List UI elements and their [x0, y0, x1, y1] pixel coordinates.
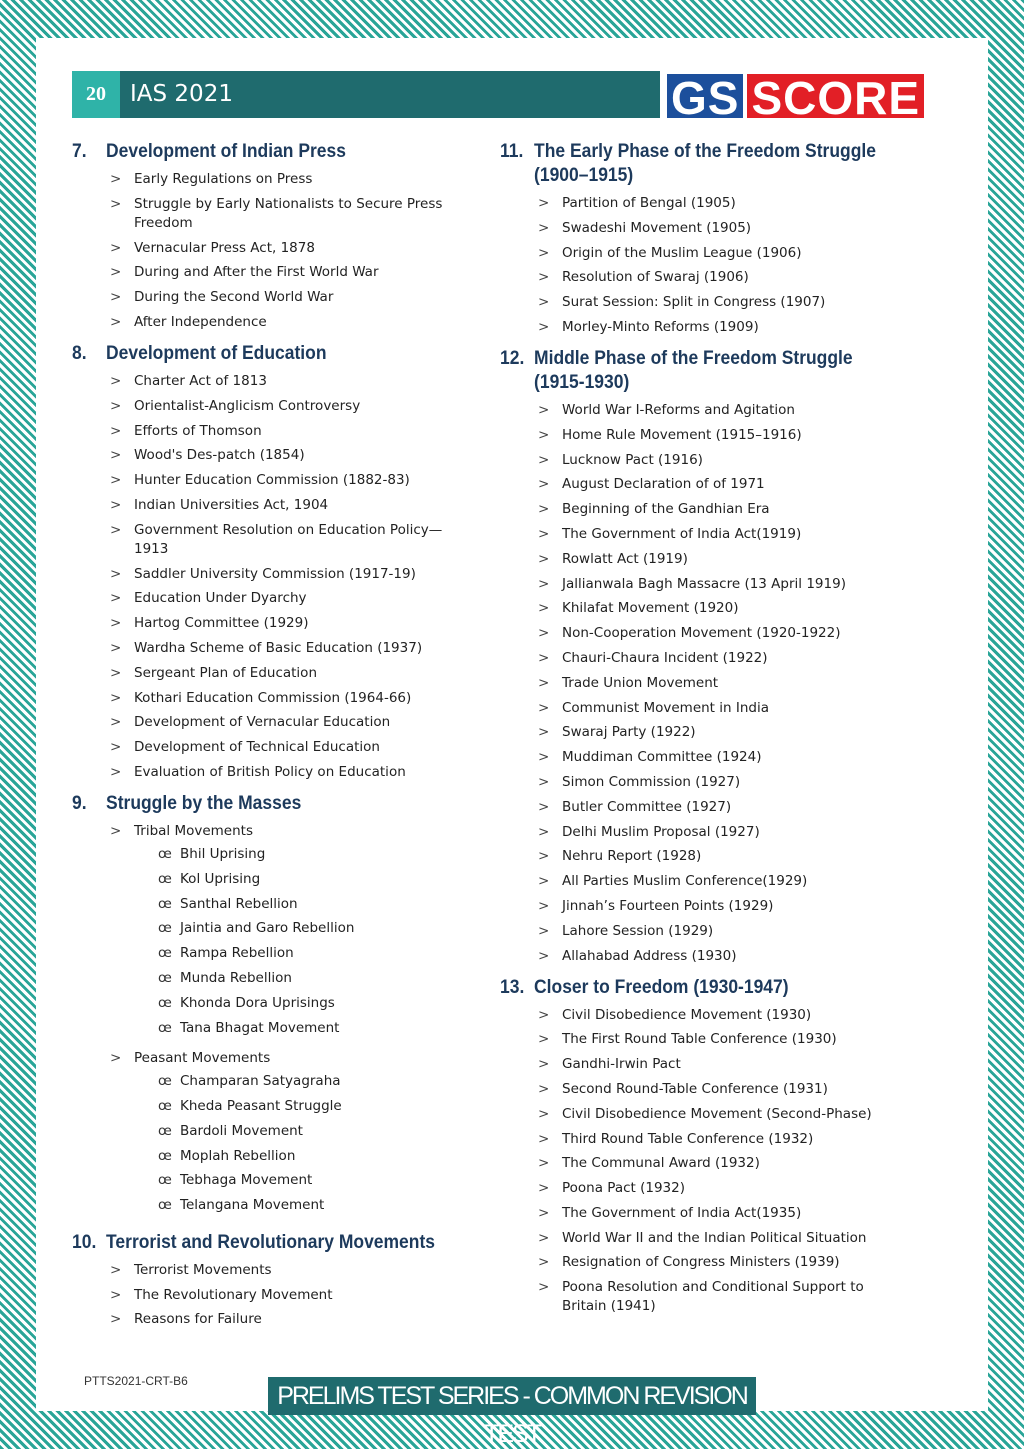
topic-item: [538, 318, 910, 337]
topic-text: Development of Vernacular Education: [134, 714, 391, 731]
chevron-bullet-icon: >: [110, 1311, 122, 1328]
topic-text: Third Round Table Conference (1932): [562, 1130, 814, 1147]
chevron-bullet-icon: >: [538, 451, 550, 468]
topic-item: [538, 1229, 910, 1248]
subtopic-text: Khonda Dora Uprisings: [180, 994, 335, 1011]
chevron-bullet-icon: >: [110, 171, 122, 187]
chevron-bullet-icon: >: [538, 575, 550, 592]
topic-text: Development of Technical Education: [134, 739, 380, 756]
section-heading: [500, 140, 877, 188]
topic-item: [538, 1006, 910, 1025]
topic-item: [538, 1130, 910, 1149]
topic-text: During and After the First World War: [134, 264, 379, 281]
topic-item: [538, 525, 910, 544]
subtopic-text: Bardoli Movement: [180, 1122, 303, 1139]
chevron-bullet-icon: >: [110, 1050, 122, 1067]
topic-text: Sergeant Plan of Education: [134, 664, 318, 681]
topic-item: [538, 401, 910, 420]
topic-item: [110, 664, 472, 683]
chevron-bullet-icon: >: [110, 397, 122, 414]
topic-list: [72, 822, 472, 1221]
chevron-bullet-icon: >: [110, 313, 122, 330]
chevron-bullet-icon: >: [538, 823, 550, 840]
subtopic-item: [158, 845, 472, 864]
section-8: [72, 342, 472, 782]
topic-text: All Parties Muslim Conference(1929): [562, 873, 808, 890]
topic-item: [110, 239, 472, 258]
topic-text: Lucknow Pact (1916): [562, 451, 703, 468]
topic-text: Charter Act of 1813: [134, 372, 267, 389]
topic-text: Muddiman Committee (1924): [562, 749, 762, 766]
topic-text: Nehru Report (1928): [562, 848, 702, 865]
section-number: 11.: [500, 141, 524, 162]
section-9: [72, 792, 472, 1221]
subtopic-item: [158, 1097, 472, 1116]
chevron-bullet-icon: >: [538, 1155, 550, 1172]
chevron-bullet-icon: >: [110, 664, 122, 681]
topic-text: Education Under Dyarchy: [134, 590, 307, 607]
topic-list: [500, 401, 910, 966]
subtopic-item: [158, 1122, 472, 1141]
topic-item: [538, 1179, 910, 1198]
chevron-bullet-icon: >: [538, 600, 550, 617]
topic-text: Beginning of the Gandhian Era: [562, 501, 770, 518]
topic-text: Chauri-Chaura Incident (1922): [562, 649, 768, 666]
topic-text: Butler Committee (1927): [562, 798, 732, 815]
topic-text: Second Round-Table Conference (1931): [562, 1080, 828, 1097]
topic-item: [538, 897, 910, 916]
subtopic-text: Jaintia and Garo Rebellion: [180, 920, 355, 937]
subtopic-list: [134, 845, 472, 1038]
section-heading: [72, 1231, 440, 1255]
topic-item: [538, 947, 910, 966]
chevron-bullet-icon: >: [110, 615, 122, 632]
oe-bullet-icon: œ: [158, 920, 172, 937]
topic-item: [110, 1049, 472, 1221]
chevron-bullet-icon: >: [110, 521, 122, 538]
topic-text: Communist Movement in India: [562, 699, 769, 716]
topic-text: Resolution of Swaraj (1906): [562, 269, 749, 286]
section-title: Closer to Freedom (1930-1947): [534, 976, 789, 998]
topic-text: Simon Commission (1927): [562, 773, 741, 790]
subtopic-text: Kheda Peasant Struggle: [180, 1097, 342, 1114]
chevron-bullet-icon: >: [538, 724, 550, 741]
topic-text: Surat Session: Split in Congress (1907): [562, 294, 826, 311]
topic-item: [110, 738, 472, 757]
topic-text: Hartog Committee (1929): [134, 615, 309, 632]
topic-text: Tribal Movements: [134, 822, 253, 839]
oe-bullet-icon: œ: [158, 1097, 172, 1114]
topic-item: [538, 1055, 910, 1074]
chevron-bullet-icon: >: [110, 739, 122, 756]
topic-text: The Government of India Act(1935): [562, 1204, 802, 1221]
topic-item: [538, 244, 910, 263]
topic-item: [538, 500, 910, 519]
section-title: The Early Phase of the Freedom Struggle (1900–1915): [534, 141, 876, 186]
chevron-bullet-icon: >: [538, 773, 550, 790]
subtopic-text: Telangana Movement: [180, 1197, 325, 1214]
logo-gs-text: GS: [665, 72, 745, 120]
topic-text: Swadeshi Movement (1905): [562, 219, 752, 236]
topic-item: [110, 614, 472, 633]
topic-item: [110, 422, 472, 441]
topic-item: [538, 268, 910, 287]
oe-bullet-icon: œ: [158, 1019, 172, 1036]
topic-item: [110, 1286, 472, 1305]
topic-text: Khilafat Movement (1920): [562, 600, 739, 617]
topic-list: [500, 194, 910, 337]
topic-text: Poona Pact (1932): [562, 1180, 686, 1197]
topic-text: Early Regulations on Press: [134, 171, 313, 187]
chevron-bullet-icon: >: [110, 639, 122, 656]
topic-item: [110, 288, 472, 307]
header-bar: [72, 71, 660, 118]
chevron-bullet-icon: >: [538, 1204, 550, 1221]
oe-bullet-icon: œ: [158, 895, 172, 912]
topic-item: [538, 219, 910, 238]
section-11: [500, 140, 910, 337]
topic-text: Civil Disobedience Movement (1930): [562, 1006, 812, 1023]
section-heading: [72, 342, 440, 366]
section-13: [500, 976, 910, 1317]
chevron-bullet-icon: >: [110, 763, 122, 780]
topic-item: [538, 426, 910, 445]
chevron-bullet-icon: >: [538, 873, 550, 890]
topic-item: [538, 872, 910, 891]
topic-text: Rowlatt Act (1919): [562, 550, 688, 567]
topic-text: The Government of India Act(1919): [562, 525, 802, 542]
right-column: [500, 140, 910, 1326]
section-heading: [72, 140, 440, 164]
section-10: [72, 1231, 472, 1330]
topic-text: During the Second World War: [134, 289, 334, 306]
chevron-bullet-icon: >: [110, 1286, 122, 1303]
page-number: 20: [72, 71, 120, 118]
section-number: 9.: [72, 792, 87, 814]
chevron-bullet-icon: >: [538, 318, 550, 335]
topic-text: Jinnah’s Fourteen Points (1929): [562, 897, 774, 914]
chevron-bullet-icon: >: [538, 798, 550, 815]
topic-item: [538, 475, 910, 494]
topic-item: [110, 763, 472, 782]
subtopic-item: [158, 895, 472, 914]
subtopic-item: [158, 1196, 472, 1215]
topic-list: [500, 1006, 910, 1317]
topic-item: [110, 372, 472, 391]
chevron-bullet-icon: >: [538, 699, 550, 716]
topic-text: Struggle by Early Nationalists to Secure Press Freedom: [134, 195, 443, 231]
footer-code: PTTS2021-CRT-B6: [84, 1374, 188, 1388]
topic-item: [538, 674, 910, 693]
topic-item: [538, 723, 910, 742]
topic-item: [110, 313, 472, 332]
topic-item: [538, 847, 910, 866]
chevron-bullet-icon: >: [538, 674, 550, 691]
topic-item: [538, 550, 910, 569]
subtopic-item: [158, 1072, 472, 1091]
chevron-bullet-icon: >: [538, 401, 550, 418]
subtopic-text: Tebhaga Movement: [180, 1172, 313, 1189]
topic-item: [110, 689, 472, 708]
topic-item: [110, 397, 472, 416]
chevron-bullet-icon: >: [110, 822, 122, 839]
topic-text: Efforts of Thomson: [134, 422, 262, 439]
topic-text: Origin of the Muslim League (1906): [562, 244, 802, 261]
topic-text: Non-Cooperation Movement (1920-1922): [562, 625, 841, 642]
topic-item: [110, 589, 472, 608]
topic-item: [538, 699, 910, 718]
topic-item: [538, 1030, 910, 1049]
topic-item: [538, 748, 910, 767]
topic-text: Vernacular Press Act, 1878: [134, 239, 315, 256]
subtopic-text: Santhal Rebellion: [180, 895, 298, 912]
chevron-bullet-icon: >: [538, 1279, 550, 1296]
subtopic-item: [158, 1171, 472, 1190]
subtopic-text: Rampa Rebellion: [180, 945, 294, 962]
topic-item: [538, 1154, 910, 1173]
topic-text: After Independence: [134, 313, 267, 330]
chevron-bullet-icon: >: [538, 269, 550, 286]
chevron-bullet-icon: >: [110, 195, 122, 212]
topic-item: [538, 798, 910, 817]
subtopic-item: [158, 1147, 472, 1166]
topic-text: Saddler University Commission (1917-19): [134, 565, 416, 582]
left-column: [72, 140, 472, 1339]
topic-text: Jallianwala Bagh Massacre (13 April 1919): [562, 575, 846, 592]
topic-text: Terrorist Movements: [134, 1261, 272, 1278]
chevron-bullet-icon: >: [110, 565, 122, 582]
chevron-bullet-icon: >: [538, 1031, 550, 1048]
section-number: 12.: [500, 347, 525, 369]
subtopic-list: [134, 1072, 472, 1215]
section-heading: [72, 792, 440, 816]
chevron-bullet-icon: >: [538, 1130, 550, 1147]
chevron-bullet-icon: >: [110, 239, 122, 256]
chevron-bullet-icon: >: [538, 848, 550, 865]
topic-text: Partition of Bengal (1905): [562, 195, 736, 211]
logo-score-text: SCORE: [745, 72, 926, 120]
topic-text: World War I-Reforms and Agitation: [562, 401, 795, 418]
chevron-bullet-icon: >: [110, 372, 122, 389]
header-title: IAS 2021: [130, 81, 233, 107]
chevron-bullet-icon: >: [110, 1261, 122, 1278]
chevron-bullet-icon: >: [538, 525, 550, 542]
chevron-bullet-icon: >: [538, 476, 550, 493]
chevron-bullet-icon: >: [538, 1006, 550, 1023]
chevron-bullet-icon: >: [538, 1229, 550, 1246]
topic-text: Lahore Session (1929): [562, 922, 714, 939]
chevron-bullet-icon: >: [538, 1180, 550, 1197]
topic-item: [538, 649, 910, 668]
topic-text: Resignation of Congress Ministers (1939): [562, 1254, 840, 1271]
topic-text: Allahabad Address (1930): [562, 947, 737, 964]
subtopic-item: [158, 1019, 472, 1038]
oe-bullet-icon: œ: [158, 994, 172, 1011]
topic-text: Indian Universities Act, 1904: [134, 496, 329, 513]
chevron-bullet-icon: >: [538, 219, 550, 236]
topic-item: [538, 451, 910, 470]
topic-text: The Communal Award (1932): [562, 1155, 760, 1172]
topic-item: [538, 1253, 910, 1272]
topic-item: [538, 1105, 910, 1124]
subtopic-item: [158, 969, 472, 988]
chevron-bullet-icon: >: [538, 1105, 550, 1122]
chevron-bullet-icon: >: [538, 1080, 550, 1097]
topic-item: [538, 1080, 910, 1099]
topic-item: [538, 599, 910, 618]
chevron-bullet-icon: >: [110, 289, 122, 306]
chevron-bullet-icon: >: [110, 264, 122, 281]
section-title: Middle Phase of the Freedom Struggle (1915-1930): [534, 347, 853, 393]
subtopic-item: [158, 870, 472, 889]
subtopic-item: [158, 994, 472, 1013]
topic-item: [110, 170, 472, 189]
topic-text: August Declaration of of 1971: [562, 476, 765, 493]
topic-item: [110, 446, 472, 465]
topic-text: Gandhi-Irwin Pact: [562, 1056, 681, 1073]
chevron-bullet-icon: >: [110, 447, 122, 464]
section-number: 7.: [72, 141, 87, 162]
section-7: [72, 140, 472, 332]
topic-item: [110, 639, 472, 658]
topic-item: [538, 922, 910, 941]
chevron-bullet-icon: >: [538, 244, 550, 261]
topic-text: Trade Union Movement: [562, 674, 719, 691]
topic-text: The First Round Table Conference (1930): [562, 1031, 837, 1048]
subtopic-text: Kol Uprising: [180, 870, 261, 887]
oe-bullet-icon: œ: [158, 1147, 172, 1164]
oe-bullet-icon: œ: [158, 870, 172, 887]
topic-item: [110, 496, 472, 515]
chevron-bullet-icon: >: [538, 922, 550, 939]
topic-item: [538, 624, 910, 643]
topic-text: Reasons for Failure: [134, 1311, 262, 1328]
subtopic-item: [158, 919, 472, 938]
topic-list: [72, 170, 472, 332]
topic-text: Peasant Movements: [134, 1050, 271, 1067]
chevron-bullet-icon: >: [538, 749, 550, 766]
chevron-bullet-icon: >: [538, 426, 550, 443]
section-title: Struggle by the Masses: [106, 792, 302, 814]
chevron-bullet-icon: >: [110, 714, 122, 731]
topic-item: [110, 263, 472, 282]
subtopic-text: Moplah Rebellion: [180, 1147, 296, 1164]
topic-item: [110, 822, 472, 1043]
oe-bullet-icon: œ: [158, 969, 172, 986]
topic-item: [110, 521, 472, 559]
chevron-bullet-icon: >: [538, 501, 550, 518]
oe-bullet-icon: œ: [158, 1073, 172, 1090]
topic-text: Morley-Minto Reforms (1909): [562, 318, 759, 335]
topic-item: [110, 713, 472, 732]
topic-text: Delhi Muslim Proposal (1927): [562, 823, 760, 840]
section-number: 8.: [72, 342, 87, 364]
section-12: [500, 347, 910, 966]
topic-item: [538, 1204, 910, 1223]
chevron-bullet-icon: >: [110, 590, 122, 607]
topic-text: Evaluation of British Policy on Education: [134, 763, 406, 780]
chevron-bullet-icon: >: [538, 294, 550, 311]
oe-bullet-icon: œ: [158, 1122, 172, 1139]
chevron-bullet-icon: >: [538, 625, 550, 642]
chevron-bullet-icon: >: [538, 947, 550, 964]
topic-item: [110, 1310, 472, 1329]
section-title: Development of Education: [106, 342, 327, 364]
topic-text: Government Resolution on Education Policy—1913: [134, 521, 443, 557]
subtopic-text: Munda Rebellion: [180, 969, 292, 986]
topic-item: [538, 194, 910, 213]
topic-text: World War II and the Indian Political Situation: [562, 1229, 867, 1246]
oe-bullet-icon: œ: [158, 1172, 172, 1189]
topic-item: [110, 195, 472, 233]
subtopic-text: Tana Bhagat Movement: [180, 1019, 340, 1036]
chevron-bullet-icon: >: [110, 496, 122, 513]
topic-text: The Revolutionary Movement: [134, 1286, 333, 1303]
topic-text: Wardha Scheme of Basic Education (1937): [134, 639, 423, 656]
topic-item: [110, 471, 472, 490]
chevron-bullet-icon: >: [538, 1056, 550, 1073]
section-number: 10.: [72, 1231, 97, 1253]
section-number: 13.: [500, 976, 525, 998]
topic-text: Hunter Education Commission (1882-83): [134, 472, 410, 489]
section-heading: [500, 347, 877, 395]
chevron-bullet-icon: >: [538, 649, 550, 666]
chevron-bullet-icon: >: [110, 472, 122, 489]
oe-bullet-icon: œ: [158, 845, 172, 862]
topic-text: Swaraj Party (1922): [562, 724, 696, 741]
topic-list: [72, 372, 472, 782]
section-title: Terrorist and Revolutionary Movements: [106, 1231, 435, 1253]
topic-list: [72, 1261, 472, 1330]
gs-score-logo: [665, 72, 921, 124]
section-title: Development of Indian Press: [106, 141, 346, 162]
chevron-bullet-icon: >: [110, 422, 122, 439]
subtopic-item: [158, 944, 472, 963]
chevron-bullet-icon: >: [538, 1254, 550, 1271]
subtopic-text: Champaran Satyagraha: [180, 1073, 341, 1090]
topic-text: Orientalist-Anglicism Controversy: [134, 397, 361, 414]
oe-bullet-icon: œ: [158, 945, 172, 962]
topic-item: [538, 773, 910, 792]
topic-item: [538, 1278, 910, 1316]
topic-item: [538, 823, 910, 842]
topic-text: Wood's Des-patch (1854): [134, 447, 305, 464]
topic-item: [110, 565, 472, 584]
topic-item: [538, 575, 910, 594]
oe-bullet-icon: œ: [158, 1197, 172, 1214]
topic-text: Poona Resolution and Conditional Support to Britain (1941): [562, 1279, 864, 1315]
chevron-bullet-icon: >: [110, 689, 122, 706]
chevron-bullet-icon: >: [538, 897, 550, 914]
topic-item: [110, 1261, 472, 1280]
topic-text: Civil Disobedience Movement (Second-Phase): [562, 1105, 872, 1122]
topic-text: Kothari Education Commission (1964-66): [134, 689, 412, 706]
topic-item: [538, 293, 910, 312]
section-heading: [500, 976, 877, 1000]
topic-text: Home Rule Movement (1915–1916): [562, 426, 802, 443]
chevron-bullet-icon: >: [538, 195, 550, 211]
footer-banner: PRELIMS TEST SERIES - COMMON REVISION TEST: [268, 1377, 756, 1415]
chevron-bullet-icon: >: [538, 550, 550, 567]
subtopic-text: Bhil Uprising: [180, 845, 266, 862]
